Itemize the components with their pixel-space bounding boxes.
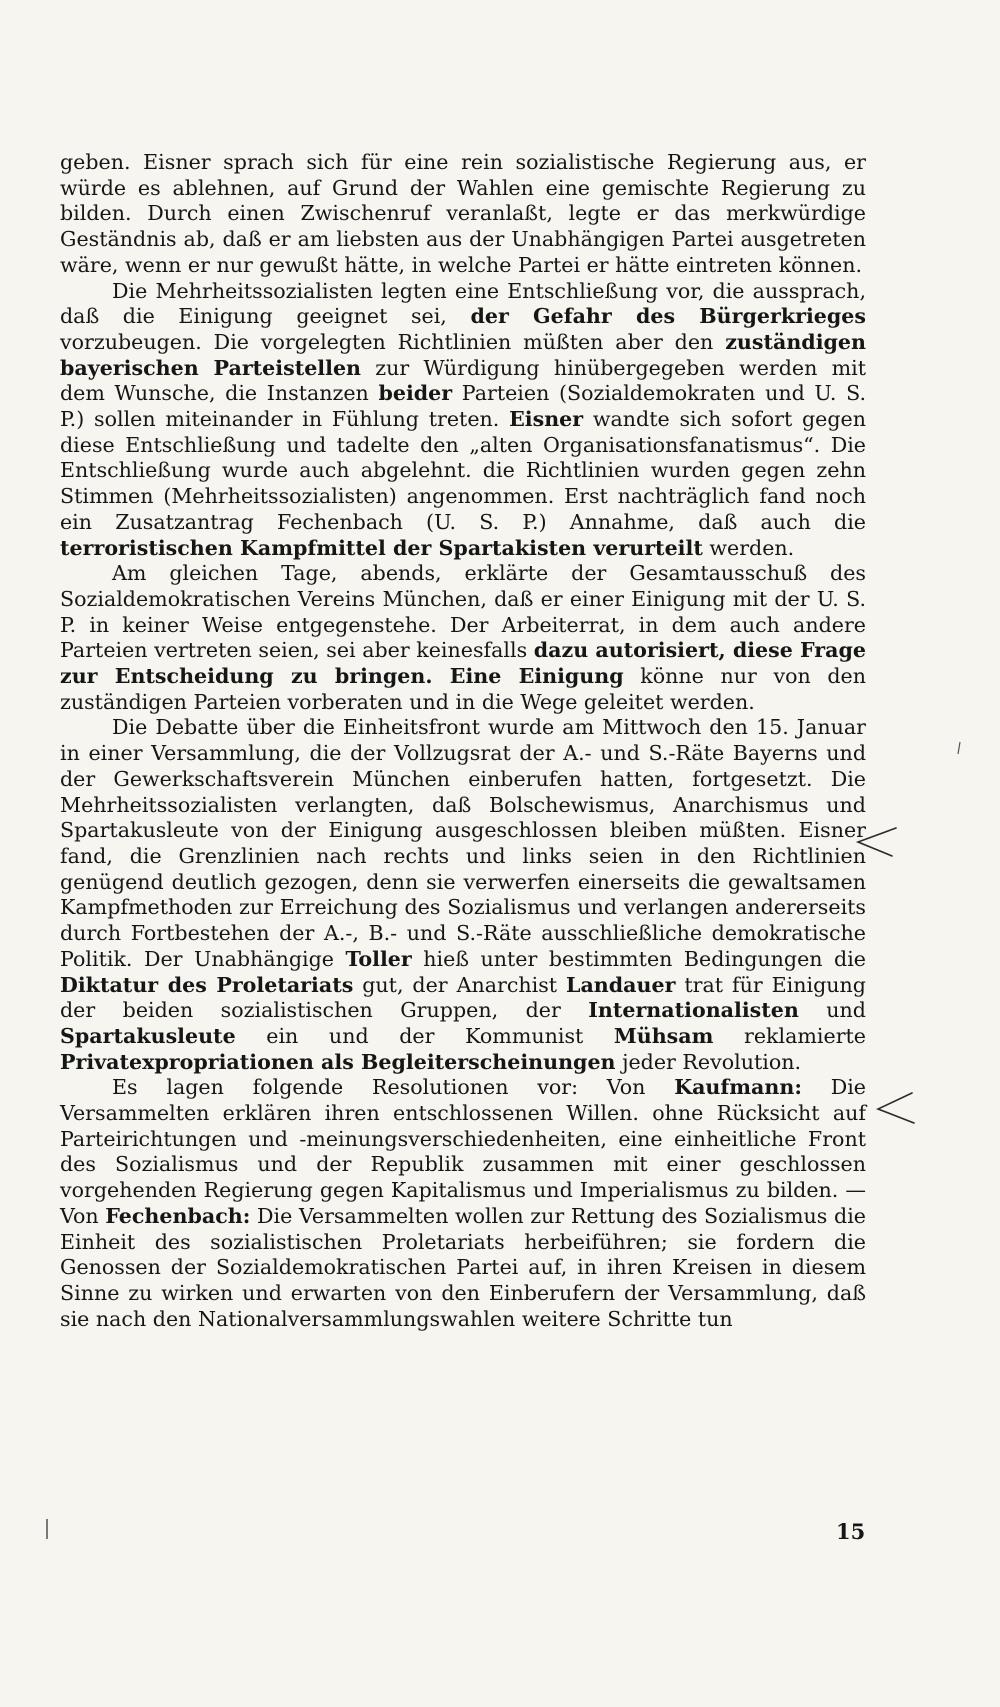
left-edge-mark [44, 1518, 50, 1540]
text-segment: hieß unter bestimmten Bedingungen die [411, 946, 866, 971]
page-number: 15 [836, 1519, 866, 1544]
margin-mark-arrow-1 [852, 822, 898, 862]
bold-emphasis: Diktatur des Proletariats [60, 972, 354, 997]
text-segment: geben. Eisner sprach sich für eine rein sozialistische Regierung aus, er würde es ablehnen, auf Grund der Wahlen eine gemischte Regierung zu bilden. Durch einen Zwischenruf veranlaßt, legte er das merkwürdige Geständnis ab, daß er am liebsten aus der Unabhängigen Partei ausgetreten wäre, wenn er nur gewußt hätte, in welche Partei er hätte eintreten können. [60, 150, 866, 277]
text-segment: Die Mehrheitssozialisten legten eine Entschließung vor, die aussprach, daß die Einigung geeignet sei, [60, 278, 866, 329]
body-text [60, 150, 866, 1332]
text-segment: wandte sich sofort gegen diese Entschließung und tadelte den „alten Organisationsfanatismus“. Die Entschließung wurde auch abgelehnt. die Richtlinien wurden gegen zehn Stimmen (Mehrheitssozialisten) angenommen. Erst nachträglich fand noch ein Zusatzantrag Fechenbach (U. S. P.) Annahme, daß auch die [60, 407, 866, 534]
text-segment: Die Debatte über die Einheitsfront wurde am Mittwoch den 15. Januar in einer Versammlung, die der Vollzugsrat der A.- und S.-Räte Bayerns und der Gewerkschaftsverein München einberufen hatten, fortgesetzt. Die Mehrheitssozialisten verlangten, daß Bolschewismus, Anarchismus und Spartakusleute von der Einigung ausgeschlossen bleiben müßten. Eisner fand, die Grenzlinien nach rechts und links seien in den Richtlinien genügend deutlich gezogen, denn sie verwerfen einerseits die gewaltsamen Kampfmethoden zur Erreichung des Sozialismus und verlangen andererseits durch Fortbestehen der A.-, B.- und S.-Räte ausschließliche demokratische Politik. Der Unabhängige [60, 715, 866, 971]
bold-emphasis: der Gefahr des Bürgerkrieges [470, 304, 866, 329]
text-segment: trat für Einigung der beiden sozialistischen Gruppen, der [60, 972, 866, 1023]
text-segment: Es lagen folgende Resolutionen vor: Von [112, 1075, 675, 1100]
bold-emphasis: Internationalisten [588, 998, 799, 1023]
text-segment: jeder Revolution. [615, 1049, 802, 1074]
bold-emphasis: Fechenbach: [105, 1203, 251, 1228]
paragraph [60, 561, 866, 715]
text-segment: ein und der Kommunist [235, 1023, 614, 1048]
bold-emphasis: Eisner [509, 407, 584, 432]
bold-emphasis: Spartakusleute [60, 1023, 236, 1048]
text-segment: Die Versammelten wollen zur Rettung des Sozialismus die Einheit des sozialistischen Proletariats herbeiführen; sie fordern die Genossen der Sozialdemokratischen Partei auf, in ihren Kreisen in diesem Sinne zu wirken und erwarten von den Einberufern der Versammlung, daß sie nach den Nationalversammlungswahlen weitere Schritte tun [60, 1203, 866, 1331]
text-segment: Parteien (Sozialdemokraten und U. S. P.) sollen miteinander in Fühlung treten. [60, 381, 866, 432]
text-segment: reklamierte [713, 1023, 866, 1048]
text-segment: Die Versammelten erklären ihren entschlossenen Willen. ohne Rücksicht auf Parteirichtungen und -meinungsverschiedenheiten, eine einheitliche Front des Sozialismus und der Republik zusammen mit einer geschlossen vorgehenden Regierung gegen Kapitalismus und Imperialismus zu bilden. — Von [60, 1075, 866, 1228]
paragraph [60, 715, 866, 1075]
paragraph [60, 150, 866, 279]
paragraph [60, 1075, 866, 1332]
bold-emphasis: Kaufmann: [674, 1075, 802, 1100]
bold-emphasis: dazu autorisiert, diese Frage zur Entscheidung zu bringen. Eine Einigung [60, 638, 866, 689]
bold-emphasis: Toller [345, 946, 412, 971]
bold-emphasis: terroristischen Kampfmittel der Spartakisten verurteilt [60, 535, 703, 560]
text-segment: vorzubeugen. Die vorgelegten Richtlinien müßten aber den [60, 329, 726, 354]
bold-emphasis: Landauer [565, 972, 676, 997]
text-segment: zur Würdigung hinübergegeben werden mit dem Wunsche, die Instanzen [60, 355, 866, 406]
text-segment: Am gleichen Tage, abends, erklärte der Gesamtausschuß des Sozialdemokratischen Vereins München, daß er einer Einigung mit der U. S. P. in keiner Weise entgegenstehe. Der Arbeiterrat, in dem auch andere Parteien vertreten seien, sei aber keinesfalls [60, 561, 866, 663]
bold-emphasis: beider [378, 381, 453, 406]
bold-emphasis: Privatexpropriationen als Begleiterscheinungen [60, 1049, 616, 1074]
text-segment: gut, der Anarchist [353, 972, 566, 997]
text-segment: und [798, 998, 866, 1023]
bold-emphasis: zuständigen bayerischen Parteistellen [60, 329, 866, 380]
bold-emphasis: Mühsam [613, 1023, 714, 1048]
text-segment: könne nur von den zuständigen Parteien vorberaten und in die Wege geleitet werden. [60, 664, 867, 714]
margin-mark-arrow-2 [872, 1089, 918, 1129]
margin-tick-mark [956, 740, 962, 754]
paragraph [60, 279, 866, 562]
text-segment: werden. [702, 535, 795, 560]
